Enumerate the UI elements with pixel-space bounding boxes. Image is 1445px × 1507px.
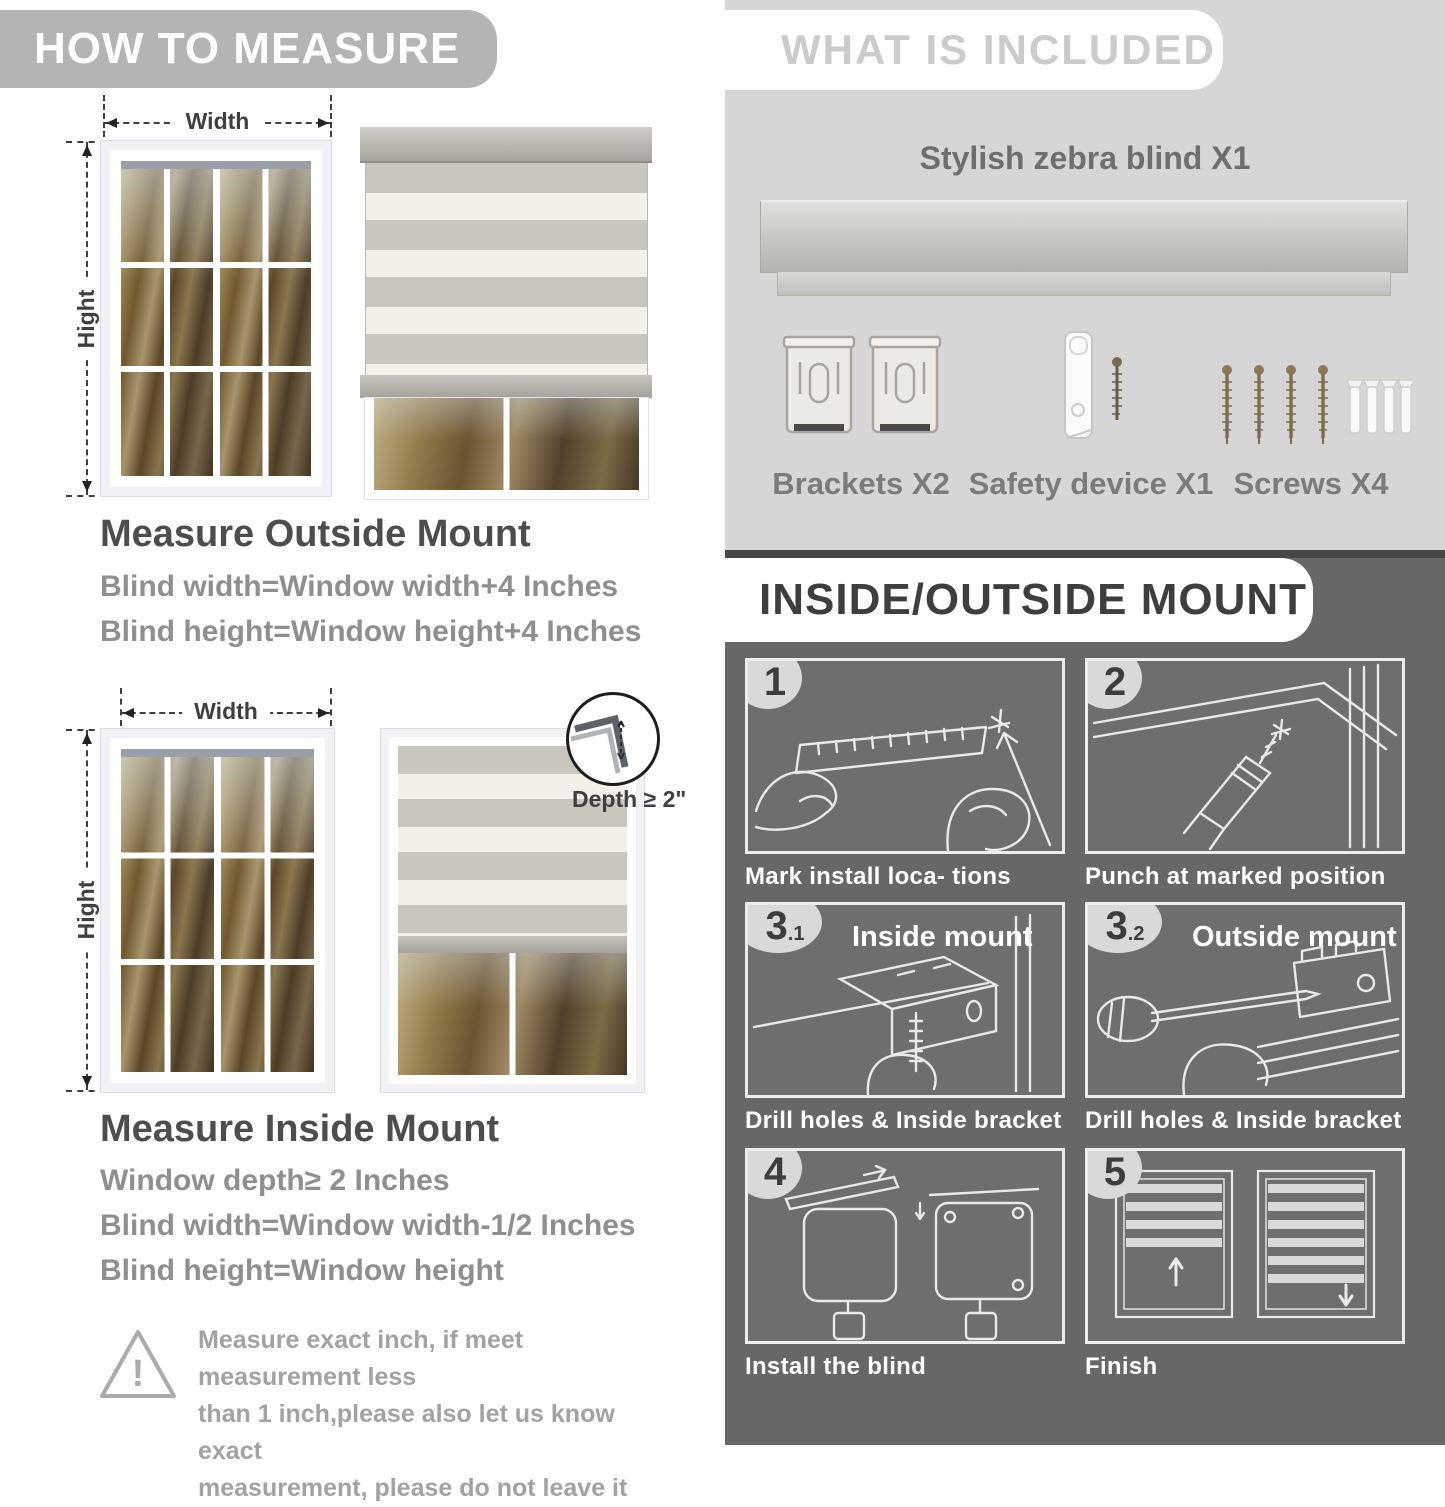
depth-label: Depth ≥ 2" bbox=[572, 786, 687, 812]
how-to-measure-header bbox=[0, 10, 497, 88]
width-extension-line bbox=[103, 95, 105, 137]
step-3-2 bbox=[1085, 902, 1405, 1135]
window-sash bbox=[221, 749, 314, 1072]
depth-zoom-circle bbox=[566, 692, 660, 786]
window-frame bbox=[110, 738, 325, 1083]
blind-headrail bbox=[360, 127, 652, 163]
depth-corner-art bbox=[569, 695, 651, 777]
width-dimension-outside bbox=[103, 108, 332, 134]
step-3-2-caption: Drill holes & Inside bracket bbox=[1085, 1107, 1402, 1134]
step-4-caption: Install the blind bbox=[745, 1353, 927, 1380]
warning-line: Measure exact inch, if meet measurement less bbox=[198, 1326, 524, 1391]
height-dimension-outside bbox=[73, 142, 99, 495]
screws-label: Screws X4 bbox=[1233, 466, 1389, 501]
step-3-2-panel bbox=[1085, 902, 1405, 1098]
arrow-down-icon bbox=[82, 1076, 92, 1092]
step-3-1-title: Inside mount bbox=[852, 921, 1033, 953]
step-1-caption: Mark install loca- tions bbox=[745, 863, 1011, 890]
screws-image bbox=[1217, 362, 1413, 467]
arrow-up-icon bbox=[82, 140, 92, 156]
window-illustration-outside bbox=[100, 140, 332, 497]
inside-formula-depth: Window depth≥ 2 Inches bbox=[100, 1164, 450, 1197]
step-4-panel bbox=[745, 1148, 1065, 1344]
hight-label: Hight bbox=[73, 279, 100, 358]
zebra-blind-illustration-outside bbox=[365, 127, 648, 499]
window-sash bbox=[121, 749, 214, 1072]
step-number: 3 bbox=[765, 903, 788, 948]
window-illustration-inside bbox=[100, 728, 335, 1093]
window-sashes bbox=[121, 749, 314, 1072]
outside-formula-height: Blind height=Window height+4 Inches bbox=[100, 615, 642, 648]
step-2-panel bbox=[1085, 658, 1405, 854]
blind-bottom-rail bbox=[360, 375, 652, 398]
step-3-1-panel bbox=[745, 902, 1065, 1098]
width-label: Width bbox=[182, 698, 270, 725]
window-under-blind bbox=[365, 398, 648, 499]
width-extension-line bbox=[330, 95, 332, 137]
what-is-included-section bbox=[725, 0, 1445, 550]
how-to-measure-header-label: HOW TO MEASURE bbox=[34, 24, 461, 73]
arrow-right-icon bbox=[318, 708, 334, 718]
arrow-right-icon bbox=[318, 118, 334, 128]
what-is-included-header bbox=[725, 10, 1223, 90]
warning-icon bbox=[95, 1326, 181, 1411]
step-5 bbox=[1085, 1148, 1405, 1381]
mount-header bbox=[725, 558, 1313, 642]
what-is-included-header-label: WHAT IS INCLUDED bbox=[781, 26, 1216, 73]
arrow-down-icon bbox=[82, 481, 92, 497]
warning-text bbox=[198, 1322, 668, 1507]
step-5-panel bbox=[1085, 1148, 1405, 1344]
step-3-1 bbox=[745, 902, 1065, 1135]
mount-instructions-section bbox=[725, 550, 1445, 1445]
warning-line: than 1 inch,please also let us know exact bbox=[198, 1400, 615, 1465]
step-number: 3 bbox=[1105, 903, 1128, 948]
hight-label: Hight bbox=[73, 871, 100, 950]
product-label: Stylish zebra blind X1 bbox=[919, 140, 1251, 176]
step-number: 4 bbox=[763, 1149, 787, 1194]
height-dimension-inside bbox=[73, 730, 99, 1090]
step-number: 2 bbox=[1103, 659, 1127, 704]
safety-device-image bbox=[1045, 328, 1141, 457]
safety-device-label: Safety device X1 bbox=[968, 466, 1214, 501]
step-1-panel bbox=[745, 658, 1065, 854]
width-label: Width bbox=[174, 108, 262, 135]
arrow-left-icon bbox=[101, 118, 117, 128]
brackets-image bbox=[783, 332, 943, 453]
step-1 bbox=[745, 658, 1065, 891]
screws-icon bbox=[1217, 362, 1413, 462]
width-dimension-inside bbox=[120, 698, 332, 724]
inside-mount-title: Measure Inside Mount bbox=[100, 1108, 500, 1150]
inside-formula-width: Blind width=Window width-1/2 Inches bbox=[100, 1209, 636, 1242]
outside-formula-width: Blind width=Window width+4 Inches bbox=[100, 570, 619, 603]
warning-exclamation: ! bbox=[131, 1353, 145, 1395]
safety-device-icon bbox=[1045, 328, 1141, 452]
headrail-valance-image bbox=[777, 271, 1391, 296]
mount-header-label: INSIDE/OUTSIDE MOUNT bbox=[759, 575, 1308, 624]
arrow-left-icon bbox=[118, 708, 134, 718]
step-2-caption: Punch at marked position bbox=[1085, 863, 1386, 890]
width-extension-line bbox=[330, 688, 332, 726]
step-5-caption: Finish bbox=[1085, 1353, 1158, 1380]
bracket-icon bbox=[783, 332, 943, 448]
step-3-2-title: Outside mount bbox=[1192, 921, 1397, 953]
step-2 bbox=[1085, 658, 1405, 891]
window-top-shadow bbox=[121, 161, 311, 169]
step-number: 5 bbox=[1103, 1149, 1127, 1194]
blind-zebra-stripes bbox=[365, 163, 648, 375]
window-frame bbox=[110, 150, 322, 487]
section-divider bbox=[725, 550, 1445, 558]
window-sash bbox=[220, 161, 312, 476]
inside-formula-height: Blind height=Window height bbox=[100, 1254, 504, 1287]
step-number-sub: .2 bbox=[1127, 922, 1145, 945]
step-3-1-caption: Drill holes & Inside bracket bbox=[745, 1107, 1062, 1134]
window-sash bbox=[121, 161, 213, 476]
step-number-sub: .1 bbox=[787, 922, 805, 945]
blind-bottom-rail bbox=[398, 936, 627, 953]
brackets-label: Brackets X2 bbox=[772, 466, 950, 501]
window-top-shadow bbox=[121, 749, 314, 757]
window-under-blind bbox=[398, 953, 627, 1075]
width-extension-line bbox=[120, 688, 122, 726]
outside-mount-title: Measure Outside Mount bbox=[100, 513, 531, 555]
arrow-up-icon bbox=[82, 728, 92, 744]
window-sashes bbox=[121, 161, 311, 476]
warning-triangle-icon bbox=[95, 1326, 181, 1406]
step-number: 1 bbox=[763, 659, 787, 704]
warning-line: measurement, please do not leave it bbox=[198, 1474, 628, 1502]
headrail-image bbox=[760, 200, 1408, 273]
step-4 bbox=[745, 1148, 1065, 1381]
